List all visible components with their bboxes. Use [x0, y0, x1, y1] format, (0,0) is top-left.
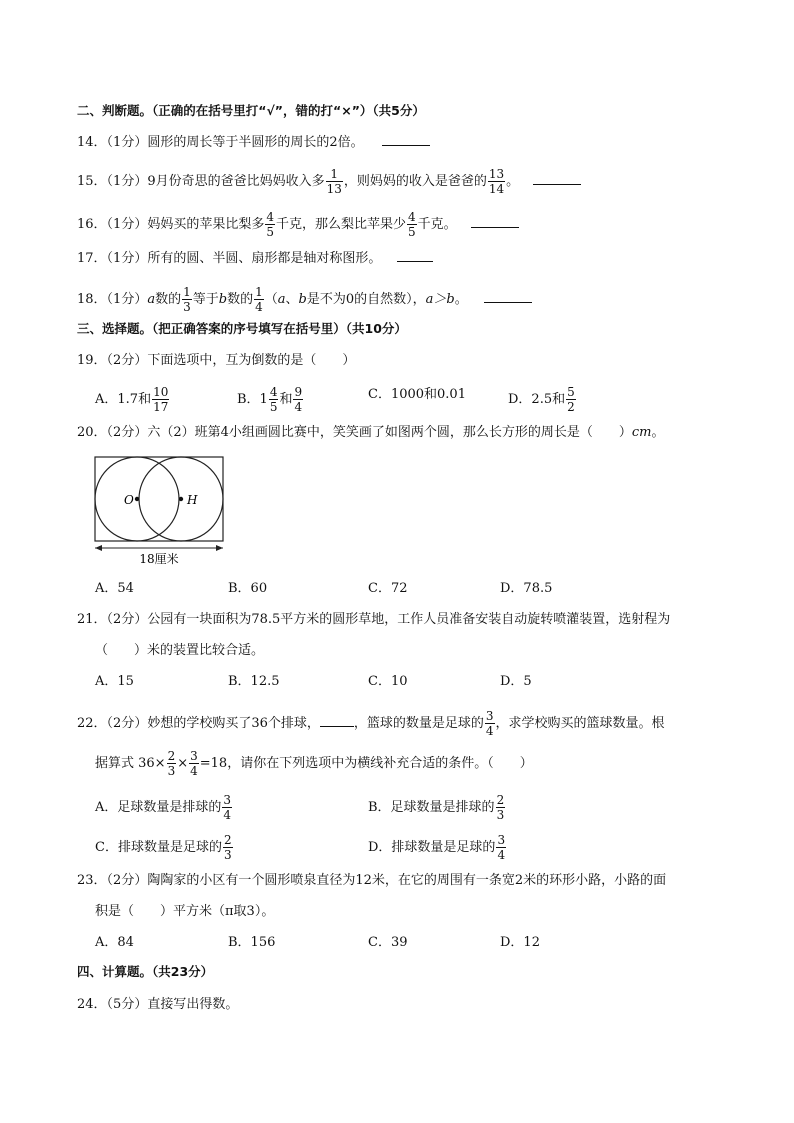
answer-blank-16[interactable] — [471, 215, 519, 228]
q21-option-d[interactable]: D．5 — [500, 674, 532, 689]
dimension-label: 18厘米 — [139, 552, 179, 566]
arrow-right-icon — [216, 545, 223, 551]
fraction: $\frac{3}{4}$ — [485, 709, 494, 738]
question-21-line-2: （ ）米的装置比较合适。 — [95, 643, 265, 658]
fraction: $\frac{4}{5}$ — [269, 385, 278, 414]
fraction: $\frac{2}{3}$ — [223, 833, 232, 862]
fraction: $\frac{1}{4}$ — [255, 285, 263, 314]
rectangle-shape — [95, 457, 223, 541]
question-14 — [77, 133, 430, 152]
answer-blank-15[interactable] — [533, 172, 581, 185]
q20-option-d[interactable]: D．78.5 — [500, 581, 553, 596]
question-22-formula-line: 据算式 36× $\frac{2}{3}$ × $\frac{3}{4}$ =18，请你在下列选项中为横线补充合适的条件。（ ） — [95, 749, 533, 778]
q22-option-d[interactable]: D．排球数量是足球的 $\frac{3}{4}$ — [368, 833, 506, 862]
fraction: $\frac{5}{2}$ — [567, 385, 575, 414]
question-16: 16．（1分）妈妈买的苹果比梨多 $\frac{4}{5}$ 千克，那么梨比苹果少 $\frac{4}{5}$ 千克。 — [77, 211, 519, 238]
q20-option-a[interactable]: A．54 — [95, 581, 134, 596]
question-19: 19．（2分）下面选项中，互为倒数的是（ ） — [77, 353, 356, 368]
q20-option-b[interactable]: B．60 — [228, 581, 268, 596]
arrow-left-icon — [95, 545, 102, 551]
q22-option-b[interactable]: B．足球数量是排球的 $\frac{2}{3}$ — [368, 793, 505, 822]
question-20: 20．（2分）六（2）班第4小组画圆比赛中，笑笑画了如图两个圆，那么长方形的周长是（ ）cm。 — [77, 425, 665, 440]
fraction: $\frac{3}{4}$ — [497, 833, 506, 862]
section-3-title: 三、选择题。（把正确答案的序号填写在括号里）（共10分） — [77, 321, 407, 336]
question-18: 18．（1分）a数的 $\frac{1}{3}$ 等于b数的 $\frac{1}{4}$ （a、b是不为0的自然数），a＞b。 — [77, 286, 532, 313]
question-14-text: 14．（1分）圆形的周长等于半圆形的周长的2倍。 — [77, 135, 364, 150]
question-15: 15．（1分）9月份奇思的爸爸比妈妈收入多 $\frac{1}{13}$ ，则妈妈的收入是爸爸的 $\frac{13}{14}$ 。 — [77, 168, 581, 195]
fraction: $\frac{2}{3}$ — [167, 749, 176, 778]
question-15-text: 15．（1分）9月份奇思的爸爸比妈妈收入多 — [77, 174, 325, 189]
label-h: H — [187, 493, 198, 507]
q22-option-a[interactable]: A．足球数量是排球的 $\frac{3}{4}$ — [95, 793, 232, 822]
question-17-text: 17．（1分）所有的圆、半圆、扇形都是轴对称图形。 — [77, 251, 382, 266]
question-23-line-1: 23．（2分）陶陶家的小区有一个圆形喷泉直径为12米，在它的周围有一条宽2米的环形小路，小路的面 — [77, 873, 667, 888]
question-16-text: 16．（1分）妈妈买的苹果比梨多 — [77, 217, 265, 232]
q23-option-d[interactable]: D．12 — [500, 935, 540, 950]
fraction: $\frac{2}{3}$ — [496, 793, 505, 822]
fraction: $\frac{10}{17}$ — [153, 385, 169, 414]
section-2-title: 二、判断题。（正确的在括号里打“√”，错的打“×”）（共5分） — [77, 103, 425, 118]
q23-option-a[interactable]: A．84 — [95, 935, 134, 950]
q22-option-c[interactable]: C．排球数量是足球的 $\frac{2}{3}$ — [95, 833, 232, 862]
question-24: 24．（5分）直接写出得数。 — [77, 997, 239, 1012]
center-h-dot — [179, 497, 183, 501]
q19-option-c[interactable]: C．1000和0.01 — [368, 387, 466, 402]
q21-option-a[interactable]: A．15 — [95, 674, 134, 689]
fraction: $\frac{4}{5}$ — [407, 210, 416, 239]
center-o-dot — [135, 497, 139, 501]
question-22: 22．（2分）妙想的学校购买了36个排球， ，篮球的数量是足球的 $\frac{3}{4}$ ，求学校购买的篮球数量。根 — [77, 709, 665, 738]
q21-option-b[interactable]: B．12.5 — [228, 674, 280, 689]
answer-blank-22[interactable] — [320, 714, 354, 727]
q23-option-b[interactable]: B．156 — [228, 935, 276, 950]
answer-blank-18[interactable] — [484, 290, 532, 303]
question-21-line-1: 21．（2分）公园有一块面积为78.5平方米的圆形草地，工作人员准备安装自动旋转喷灌装置，选射程为 — [77, 612, 671, 627]
q23-option-c[interactable]: C．39 — [368, 935, 408, 950]
q19-option-d[interactable]: D．2.5和 $\frac{5}{2}$ — [508, 385, 575, 414]
q21-option-c[interactable]: C．10 — [368, 674, 408, 689]
fraction: $\frac{3}{4}$ — [190, 749, 198, 778]
fraction: $\frac{1}{13}$ — [326, 167, 342, 196]
two-circles-rectangle-figure — [90, 454, 230, 566]
question-17 — [77, 249, 433, 268]
label-o: O — [124, 493, 134, 507]
q19-option-a[interactable]: A．1.7和 $\frac{10}{17}$ — [95, 385, 169, 414]
q19-option-b[interactable]: B．1 $\frac{4}{5}$ 和 $\frac{9}{4}$ — [237, 385, 303, 414]
q20-option-c[interactable]: C．72 — [368, 581, 408, 596]
answer-blank-14[interactable] — [382, 133, 430, 146]
fraction: $\frac{3}{4}$ — [223, 793, 232, 822]
fraction: $\frac{9}{4}$ — [294, 385, 303, 414]
fraction: $\frac{13}{14}$ — [488, 167, 505, 196]
fraction: $\frac{1}{3}$ — [183, 285, 191, 314]
fraction: $\frac{4}{5}$ — [266, 210, 274, 239]
question-23-line-2: 积是（ ）平方米（π取3）。 — [95, 904, 275, 919]
answer-blank-17[interactable] — [397, 249, 433, 262]
section-4-title: 四、计算题。（共23分） — [77, 964, 214, 979]
